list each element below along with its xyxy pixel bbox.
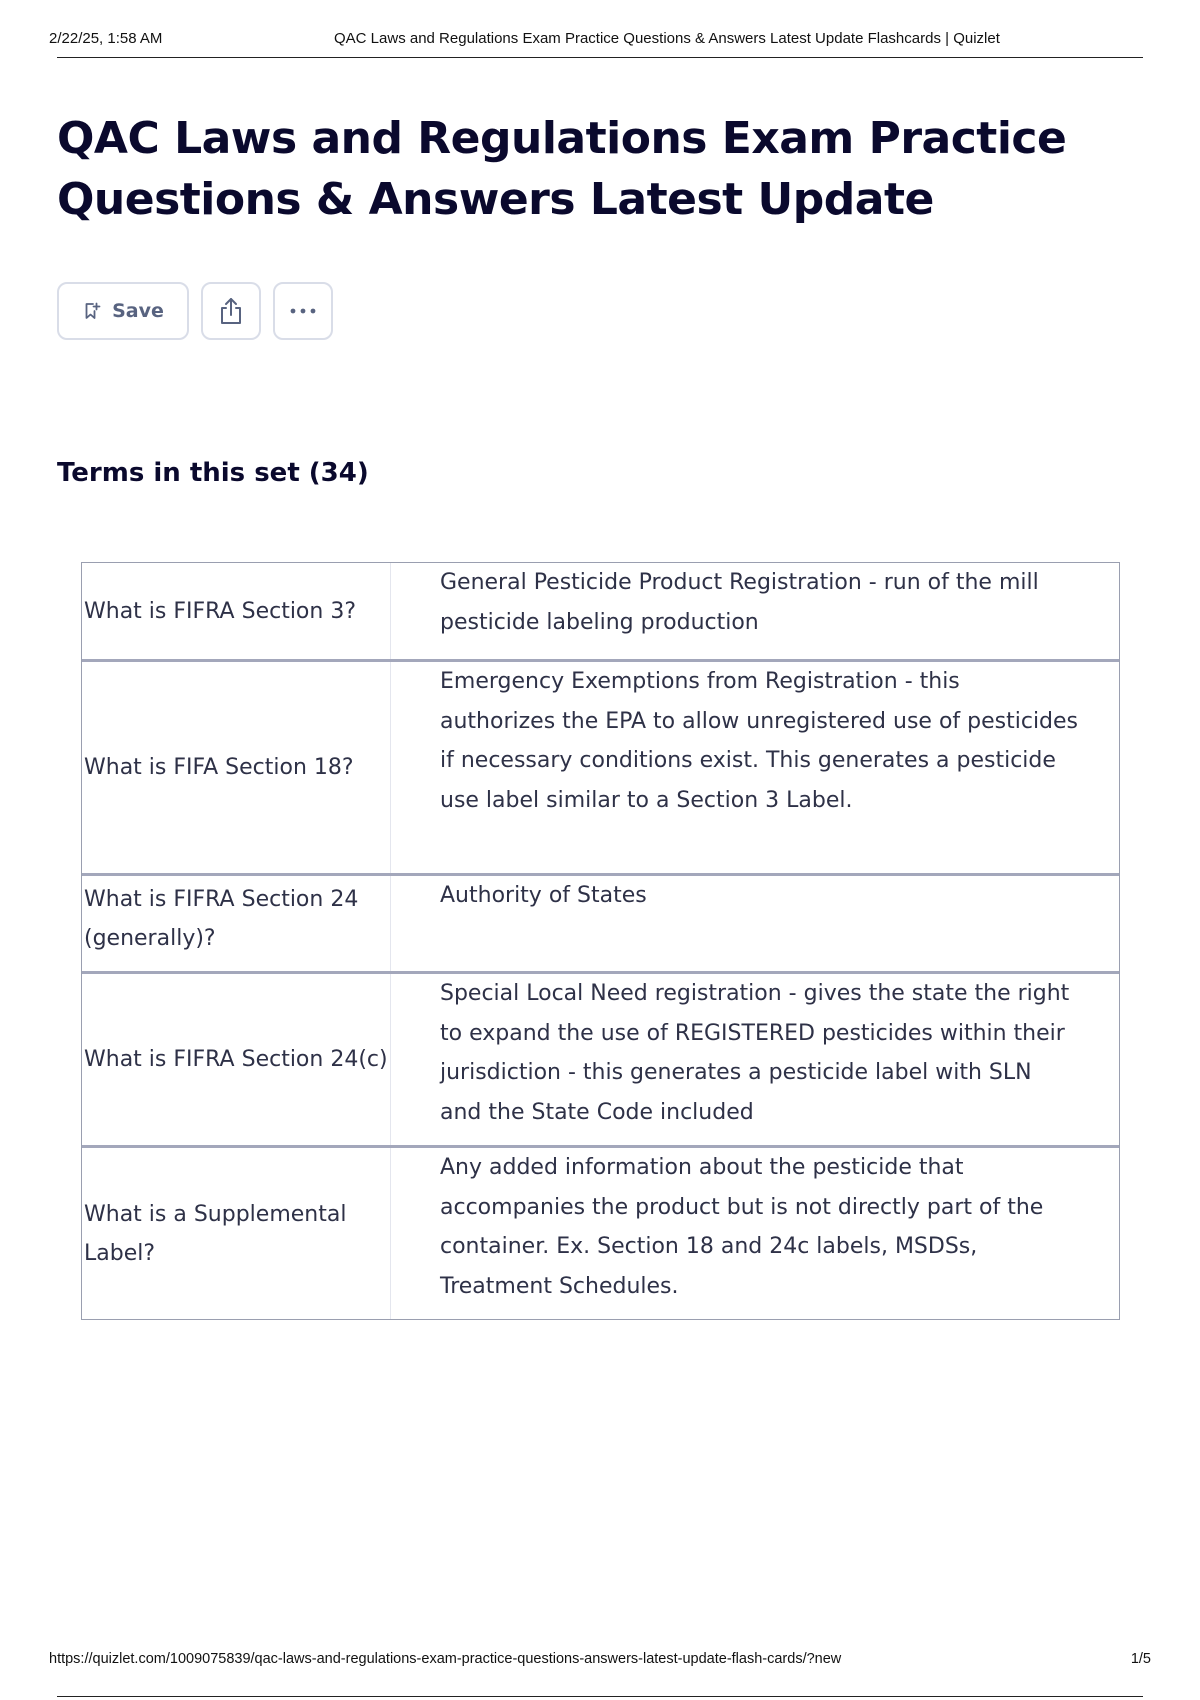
print-page-number: 1/5 — [1130, 1651, 1151, 1667]
print-footer-divider — [57, 1696, 1143, 1697]
definition-cell: Any added information about the pesticide that accompanies the product but is not directly part of the container. Ex. Section 18 and 24c labels, MSDSs, Treatment Schedules. — [440, 1155, 1044, 1299]
definition-cell: Emergency Exemptions from Registration - this authorizes the EPA to allow unregistered use of pesticides if necessary conditions exist. This generates a pesticide use label similar to a Section 3 Label. — [440, 669, 1079, 813]
share-icon — [217, 296, 245, 326]
term-cell: What is a Supplemental Label? — [82, 1148, 391, 1319]
bookmark-add-icon — [82, 301, 102, 321]
more-horizontal-icon — [289, 307, 317, 315]
more-options-button[interactable] — [273, 282, 333, 340]
terms-table — [81, 562, 1120, 1320]
definition-cell: General Pesticide Product Registration - run of the mill pesticide labeling production — [440, 570, 1039, 635]
table-row — [82, 659, 1119, 873]
term-cell: What is FIFRA Section 24(c) — [82, 974, 391, 1145]
definition-cell: Special Local Need registration - gives the state the right to expand the use of REGISTERED pesticides within their jurisdiction - this generates a pesticide label with SLN and the State Code included — [440, 981, 1070, 1125]
print-header — [49, 28, 1145, 58]
term-cell: What is FIFRA Section 3? — [82, 563, 391, 659]
print-header-divider — [57, 57, 1143, 58]
save-button-label: Save — [112, 300, 164, 322]
print-date: 2/22/25, 1:58 AM — [49, 30, 163, 47]
terms-section-heading: Terms in this set (34) — [57, 458, 369, 488]
table-row — [82, 563, 1119, 659]
save-button[interactable] — [57, 282, 189, 340]
term-cell: What is FIFA Section 18? — [82, 662, 391, 873]
table-row — [82, 1145, 1119, 1319]
table-row — [82, 971, 1119, 1145]
definition-cell: Authority of States — [440, 883, 647, 908]
page-title: QAC Laws and Regulations Exam Practice Questions & Answers Latest Update — [57, 113, 1067, 225]
print-footer-url: https://quizlet.com/1009075839/qac-laws-and-regulations-exam-practice-questions-answers-latest-update-flash-cards/?new — [49, 1651, 842, 1667]
term-cell: What is FIFRA Section 24 (generally)? — [82, 876, 391, 971]
print-document-title: QAC Laws and Regulations Exam Practice Questions & Answers Latest Update Flashcards | Quizlet — [334, 30, 1000, 47]
share-button[interactable] — [201, 282, 261, 340]
table-row — [82, 873, 1119, 971]
